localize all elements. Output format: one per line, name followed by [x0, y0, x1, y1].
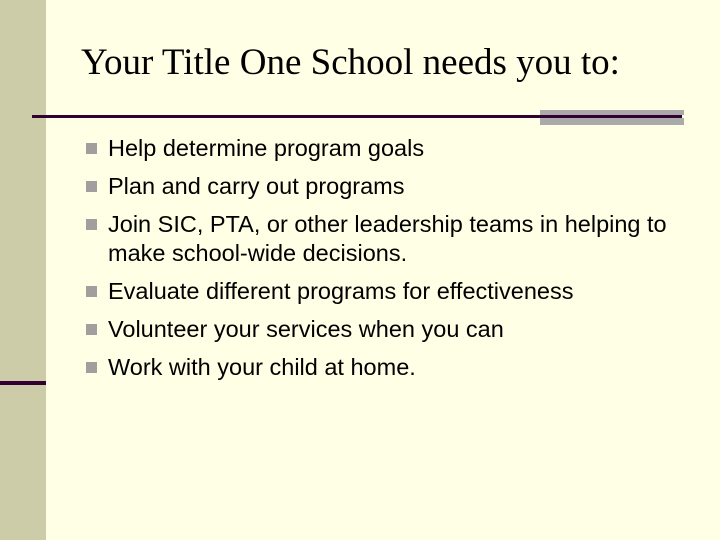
bullet-item: [84, 315, 698, 344]
bullet-item: [84, 353, 698, 382]
square-bullet-icon: [86, 219, 97, 230]
bullet-text: Plan and carry out programs: [108, 173, 405, 199]
square-bullet-icon: [86, 324, 97, 335]
bullet-text: Volunteer your services when you can: [108, 316, 504, 342]
title-rule: [32, 115, 682, 118]
bullet-item: [84, 172, 698, 201]
bullet-item: [84, 134, 698, 163]
square-bullet-icon: [86, 181, 97, 192]
square-bullet-icon: [86, 362, 97, 373]
bullet-item: [84, 277, 698, 306]
square-bullet-icon: [86, 286, 97, 297]
bullet-text: Work with your child at home.: [108, 354, 416, 380]
left-band-accent-line: [0, 381, 46, 385]
title-rule-grey-bottom: [540, 118, 684, 125]
bullet-list: [84, 134, 698, 391]
bullet-text: Help determine program goals: [108, 135, 425, 161]
bullet-text: Evaluate different programs for effectiveness: [108, 278, 574, 304]
slide-title: Your Title One School needs you to:: [81, 42, 620, 83]
left-decorative-band: [0, 0, 46, 540]
bullet-item: [84, 210, 698, 268]
square-bullet-icon: [86, 143, 97, 154]
bullet-text: Join SIC, PTA, or other leadership teams in helping to make school-wide decisions.: [108, 211, 667, 266]
